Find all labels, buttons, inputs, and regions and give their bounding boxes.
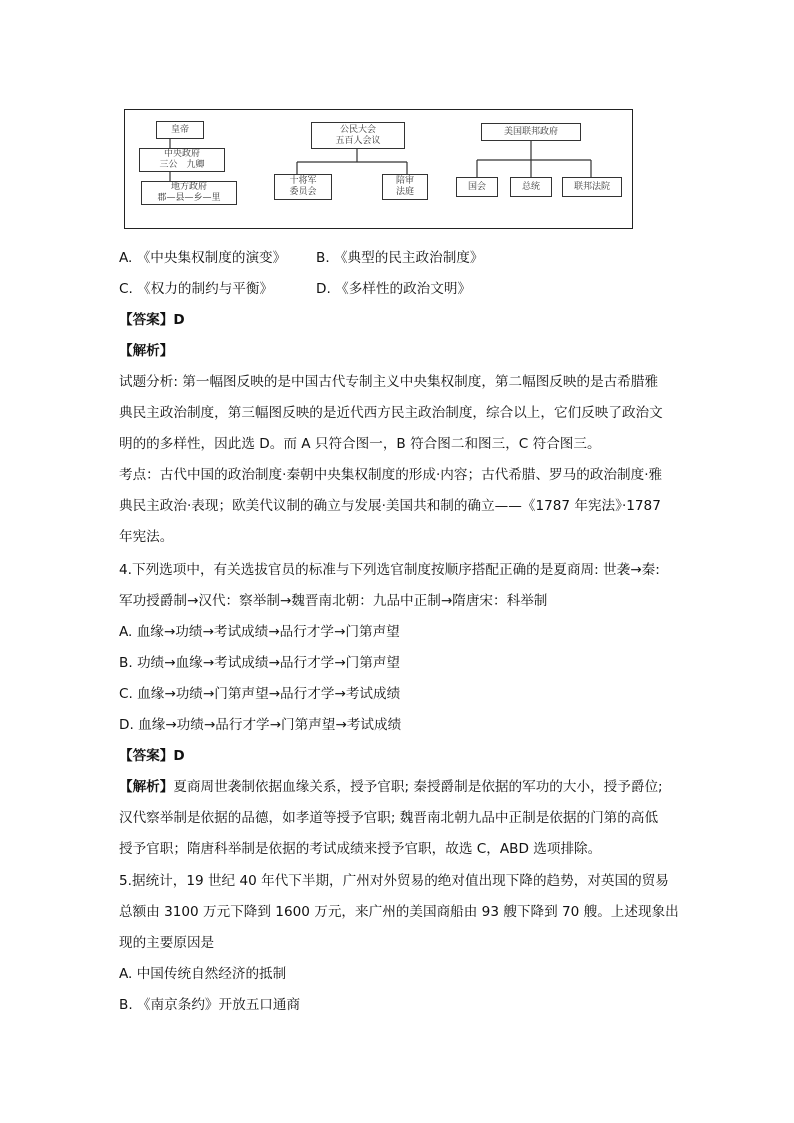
q3-analysis-label: 【解析】: [119, 343, 174, 359]
central-government-label: 中央政府: [163, 149, 200, 159]
q4-answer: 【答案】D: [119, 748, 185, 764]
citizens-assembly-box: [311, 122, 405, 149]
q4-option-b: B. 功绩→血缘→考试成绩→品行才学→门第声望: [119, 655, 401, 671]
federal-court-box: 联邦法院: [562, 177, 622, 197]
q4-option-d: D. 血缘→功绩→品行才学→门第声望→考试成绩: [119, 717, 402, 733]
jury-court-box: [382, 174, 428, 200]
q4-analysis-label: 【解析】: [119, 779, 174, 795]
president-box: 总统: [510, 177, 552, 197]
jury-label: 陪审: [395, 176, 414, 186]
q3-option-d: D. 《多样性的政治文明》: [316, 281, 472, 297]
q3-option-c: C. 《权力的制约与平衡》: [119, 281, 274, 297]
q5-option-a: A. 中国传统自然经济的抵制: [119, 966, 287, 982]
q4-stem-line: 军功授爵制→汉代：察举制→魏晋南北朝：九品中正制→隋唐宋：科举制: [119, 593, 548, 609]
q4-stem-line: 4.下列选项中，有关选拔官员的标准与下列选官制度按顺序搭配正确的是夏商周: 世袭→秦:: [119, 562, 660, 578]
q5-stem-line: 现的主要原因是: [119, 935, 215, 951]
q4-analysis-line: 授予官职；隋唐科举制是依据的考试成绩来授予官职，故选 C，ABD 选项排除。: [119, 841, 602, 857]
ten-generals-label: 十将军: [289, 176, 317, 186]
q4-option-a: A. 血缘→功绩→考试成绩→品行才学→门第声望: [119, 624, 400, 640]
local-government-box: [141, 181, 237, 205]
q5-stem-line: 5.据统计，19 世纪 40 年代下半期，广州对外贸易的绝对值出现下降的趋势，对英国的贸易: [119, 873, 669, 889]
q4-option-c: C. 血缘→功绩→门第声望→品行才学→考试成绩: [119, 686, 401, 702]
emperor-box: 皇帝: [156, 121, 204, 139]
central-government-detail: 三公 九卿: [159, 160, 205, 170]
political-systems-figure: [124, 109, 633, 229]
us-federal-government-box: 美国联邦政府: [481, 123, 581, 141]
q4-analysis-line: 汉代察举制是依据的品德，如孝道等授予官职; 魏晋南北朝九品中正制是依据的门第的高低: [119, 810, 659, 826]
ten-generals-box: [274, 174, 332, 200]
council-500-label: 五百人会议: [335, 135, 381, 146]
q4-analysis-text: 夏商周世袭制依据血缘关系，授予官职; 秦授爵制是依据的军功的大小，授予爵位;: [173, 779, 663, 795]
q4-analysis-line-1: [119, 777, 663, 797]
local-government-detail: 郡—县—乡—里: [157, 193, 221, 203]
congress-box: 国会: [456, 177, 498, 197]
q3-analysis-line: 典民主政治制度，第三幅图反映的是近代西方民主政治制度，综合以上，它们反映了政治文: [119, 405, 663, 421]
q3-answer: 【答案】D: [119, 312, 185, 328]
q3-kaodian-line: 典民主政治·表现；欧美代议制的确立与发展·美国共和制的确立——《1787 年宪法》·1787: [119, 498, 661, 514]
citizens-assembly-label: 公民大会: [339, 124, 376, 135]
q3-analysis-line: 试题分析: 第一幅图反映的是中国古代专制主义中央集权制度，第二幅图反映的是古希腊雅: [119, 374, 659, 390]
q3-option-b: B. 《典型的民主政治制度》: [316, 250, 484, 266]
q3-analysis-line: 明的的多样性，因此选 D。而 A 只符合图一，B 符合图二和图三，C 符合图三。: [119, 436, 601, 452]
court-label: 法庭: [395, 187, 414, 197]
q3-kaodian-line: 考点：古代中国的政治制度·秦朝中央集权制度的形成·内容；古代希腊、罗马的政治制度·雅: [119, 467, 663, 483]
q3-option-a: A. 《中央集权制度的演变》: [119, 250, 287, 266]
committee-label: 委员会: [289, 187, 317, 197]
q3-kaodian-line: 年宪法。: [119, 529, 174, 545]
central-government-box: [139, 148, 225, 172]
local-government-label: 地方政府: [170, 182, 207, 192]
q5-stem-line: 总额由 3100 万元下降到 1600 万元，来广州的美国商船由 93 艘下降到 70 艘。上述现象出: [119, 904, 679, 920]
q5-option-b: B. 《南京条约》开放五口通商: [119, 997, 301, 1013]
